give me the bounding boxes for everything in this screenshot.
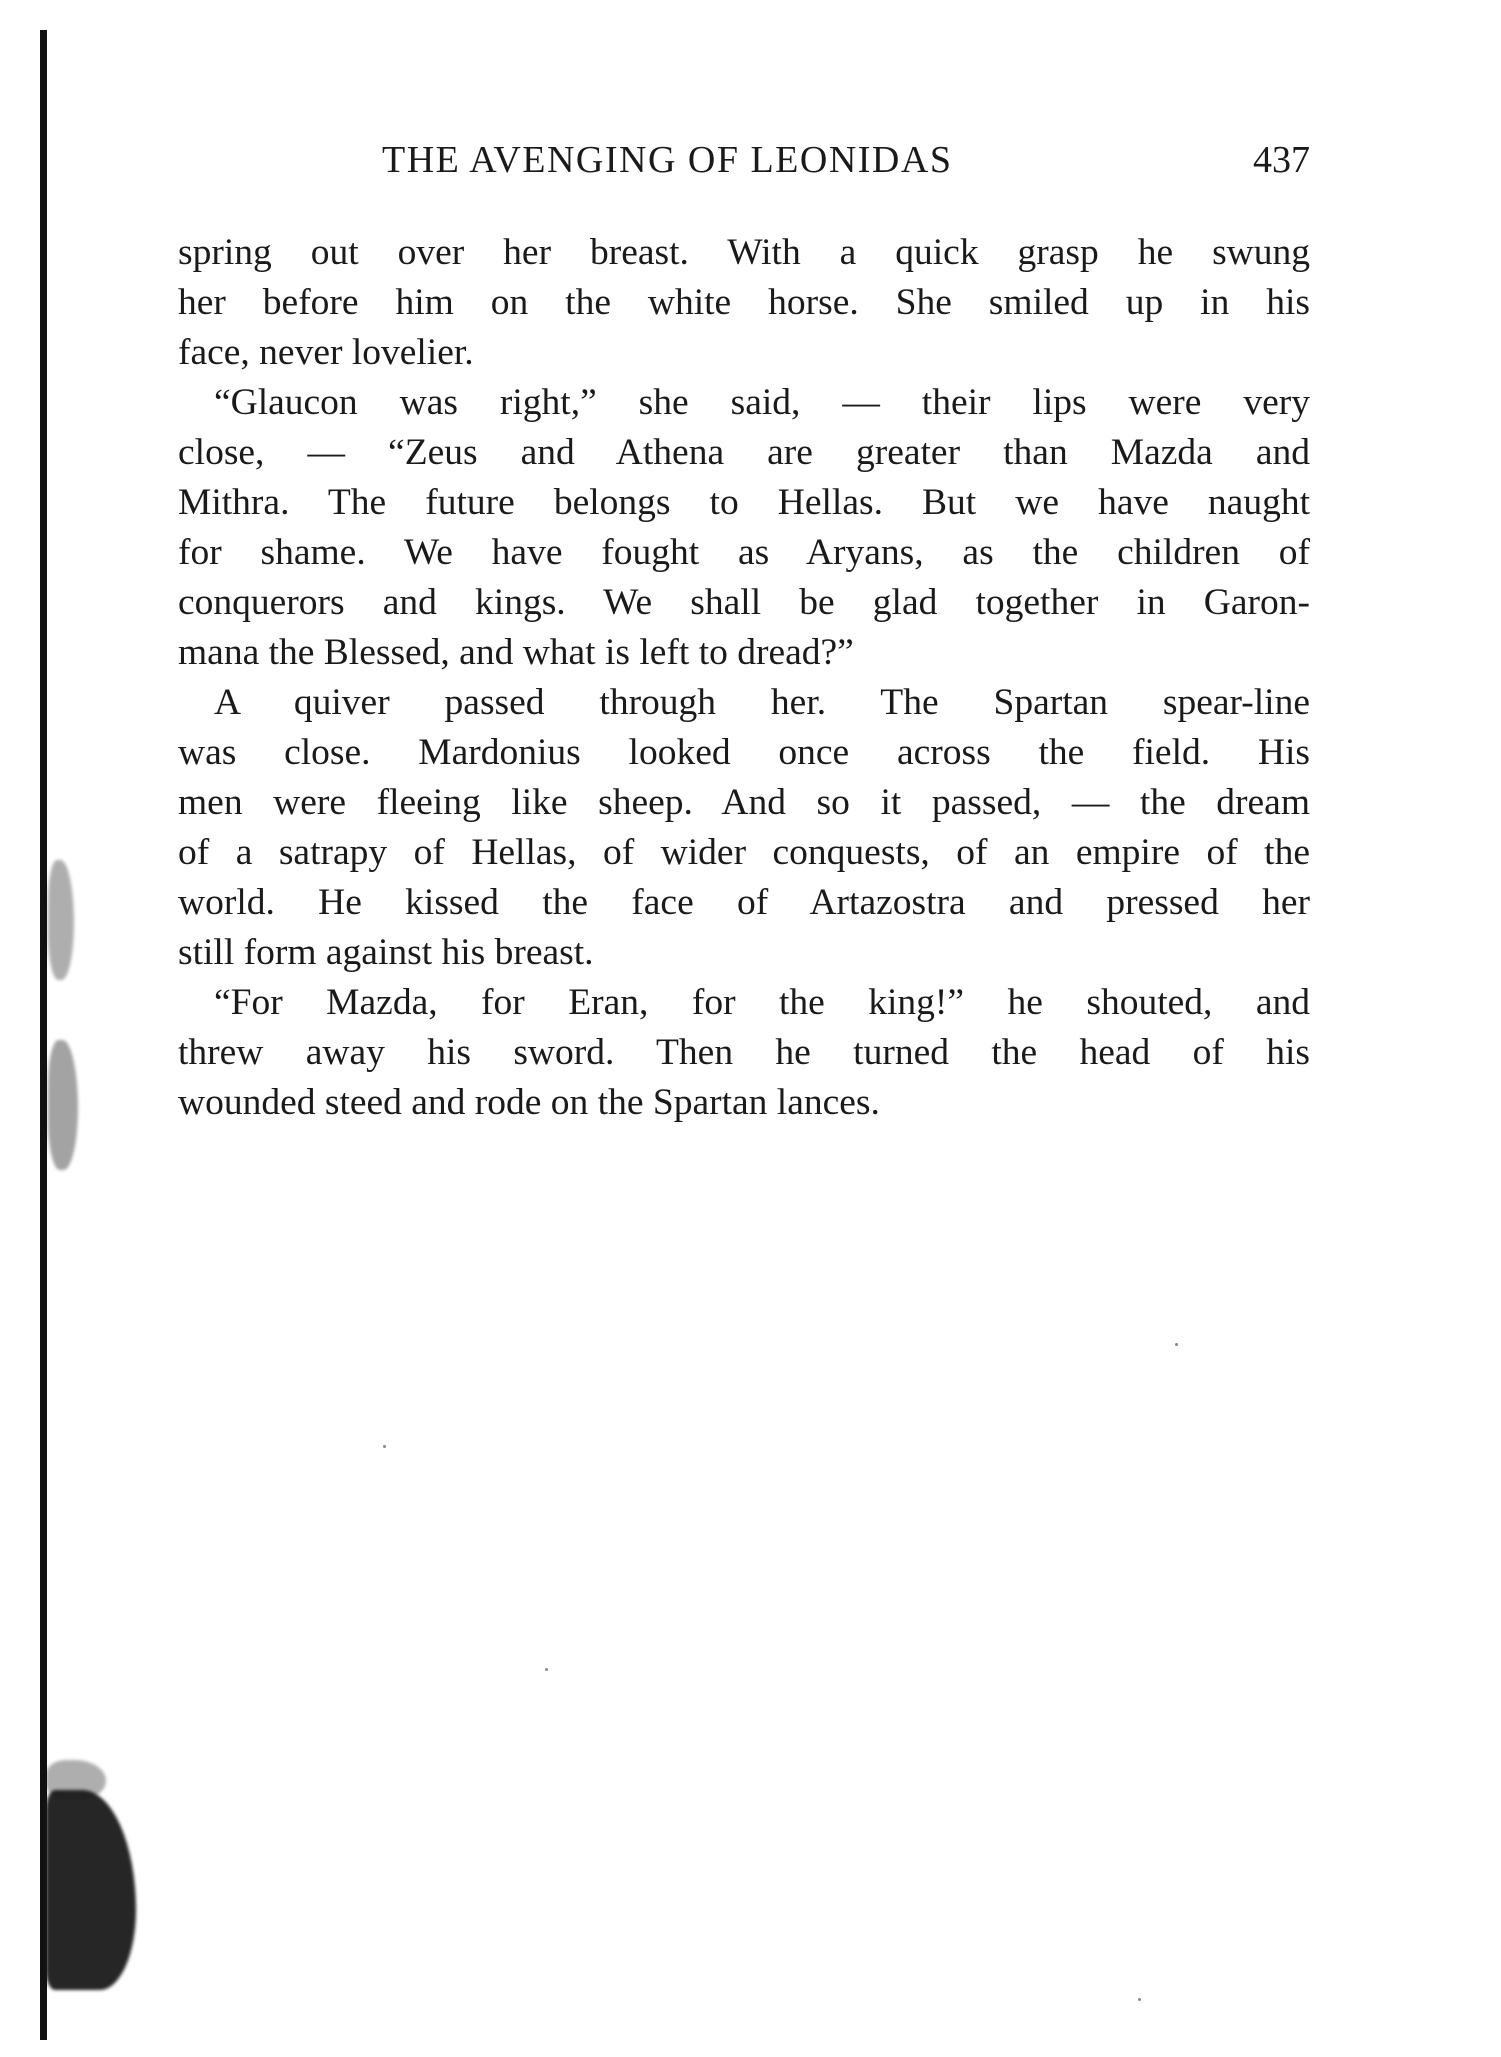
text-line: of a satrapy of Hellas, of wider conquests, of an empire of the (178, 832, 1310, 873)
body-text (178, 228, 1310, 1128)
running-head (178, 138, 1318, 186)
page-number: 437 (1253, 139, 1310, 181)
text-line: “For Mazda, for Eran, for the king!” he shouted, and (214, 982, 1310, 1023)
scan-smudge (48, 1040, 78, 1170)
text-line: wounded steed and rode on the Spartan lances. (178, 1082, 880, 1123)
binding-edge (40, 30, 47, 2040)
scan-smudge (48, 860, 74, 980)
text-line: spring out over her breast. With a quick grasp he swung (178, 232, 1310, 273)
text-line: A quiver passed through her. The Spartan spear-line (214, 682, 1310, 723)
scan-smudge (46, 1790, 136, 1990)
text-line: her before him on the white horse. She smiled up in his (178, 282, 1310, 323)
text-line: “Glaucon was right,” she said, — their lips were very (214, 382, 1310, 423)
text-line: close, — “Zeus and Athena are greater than Mazda and (178, 432, 1310, 473)
paper-speck (1175, 1343, 1178, 1346)
running-title: THE AVENGING OF LEONIDAS (382, 139, 953, 181)
text-line: world. He kissed the face of Artazostra and pressed her (178, 882, 1310, 923)
text-line: still form against his breast. (178, 932, 594, 973)
text-line: mana the Blessed, and what is left to dread?” (178, 632, 854, 673)
text-line: face, never lovelier. (178, 332, 474, 373)
text-line: was close. Mardonius looked once across the field. His (178, 732, 1310, 773)
text-line: threw away his sword. Then he turned the head of his (178, 1032, 1310, 1073)
paper-speck (383, 1445, 386, 1448)
paper-speck (1138, 1998, 1141, 2001)
text-line: for shame. We have fought as Aryans, as the children of (178, 532, 1310, 573)
text-line: Mithra. The future belongs to Hellas. But we have naught (178, 482, 1310, 523)
text-line: conquerors and kings. We shall be glad together in Garon- (178, 582, 1310, 623)
text-line: men were fleeing like sheep. And so it passed, — the dream (178, 782, 1310, 823)
paper-speck (545, 1668, 548, 1671)
